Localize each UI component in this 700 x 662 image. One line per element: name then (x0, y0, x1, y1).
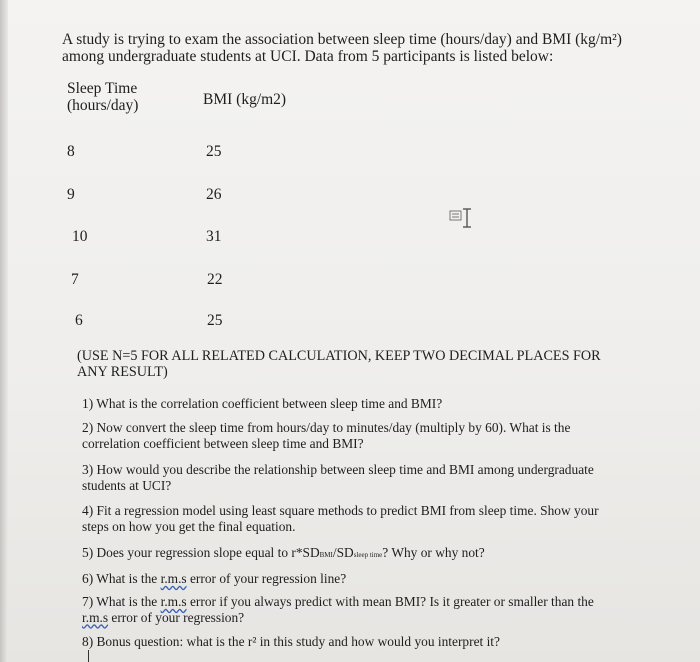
table-cell-bmi: 25 (206, 143, 222, 160)
question-5 (82, 545, 612, 564)
question-5-subscript-sleep: sleep time (353, 551, 383, 559)
column-header-sleep-time: Sleep Time (hours/day) (67, 80, 139, 114)
question-6 (82, 571, 612, 587)
table-cell-sleep: 9 (67, 186, 75, 203)
question-3: 3) How would you describe the relationship between sleep time and BMI among undergraduate students at UCI? (82, 462, 594, 493)
question-7-tail: error of your regression? (108, 609, 245, 625)
question-5-subscript-bmi: BMI (319, 551, 333, 559)
question-8: 8) Bonus question: what is the r² in this study and how would you interpret it? (82, 634, 500, 649)
rms-term: r.m.s (160, 594, 187, 609)
question-1: 1) What is the correlation coefficient between sleep time and BMI? (82, 396, 443, 411)
question-5-slash: /SD (332, 545, 354, 560)
page-edge-shadow (0, 0, 8, 662)
table-cell-bmi: 22 (207, 271, 223, 288)
question-2: 2) Now convert the sleep time from hours/day to minutes/day (multiply by 60). What is the correlation coefficient between sleep time and BMI? (82, 420, 571, 451)
rms-term: r.m.s (82, 609, 109, 625)
question-7-text: 7) What is the (82, 594, 161, 609)
table-cell-bmi: 25 (207, 312, 223, 329)
question-7 (82, 594, 612, 625)
table-cell-sleep: 7 (71, 271, 79, 288)
table-cell-sleep: 8 (67, 143, 75, 160)
problem-intro: A study is trying to exam the association between sleep time (hours/day) and BMI (kg/m²) among undergraduate students at UCI. Data from 5 participants is listed below: (62, 31, 622, 65)
table-cell-bmi: 31 (206, 228, 222, 245)
pen-mark (88, 650, 89, 662)
text-cursor-icon (449, 207, 475, 229)
column-header-bmi: BMI (kg/m2) (203, 91, 287, 108)
question-5-text: 5) Does your regression slope equal to r*SD (82, 545, 320, 560)
question-7-middle: error if you always predict with mean BMI? Is it greater or smaller than the (186, 594, 594, 609)
question-6-text: 6) What is the (82, 571, 161, 586)
question-6-tail: error of your regression line? (186, 571, 347, 586)
table-cell-sleep: 10 (72, 228, 88, 245)
question-5-tail: ? Why or why not? (382, 545, 485, 560)
instructions-note: (USE N=5 FOR ALL RELATED CALCULATION, KEEP TWO DECIMAL PLACES FOR ANY RESULT) (77, 348, 601, 380)
table-cell-sleep: 6 (75, 312, 83, 329)
table-cell-bmi: 26 (206, 186, 222, 203)
rms-term: r.m.s (160, 571, 187, 586)
question-4: 4) Fit a regression model using least square methods to predict BMI from sleep time. Show your steps on how you get the final equation. (82, 503, 599, 534)
